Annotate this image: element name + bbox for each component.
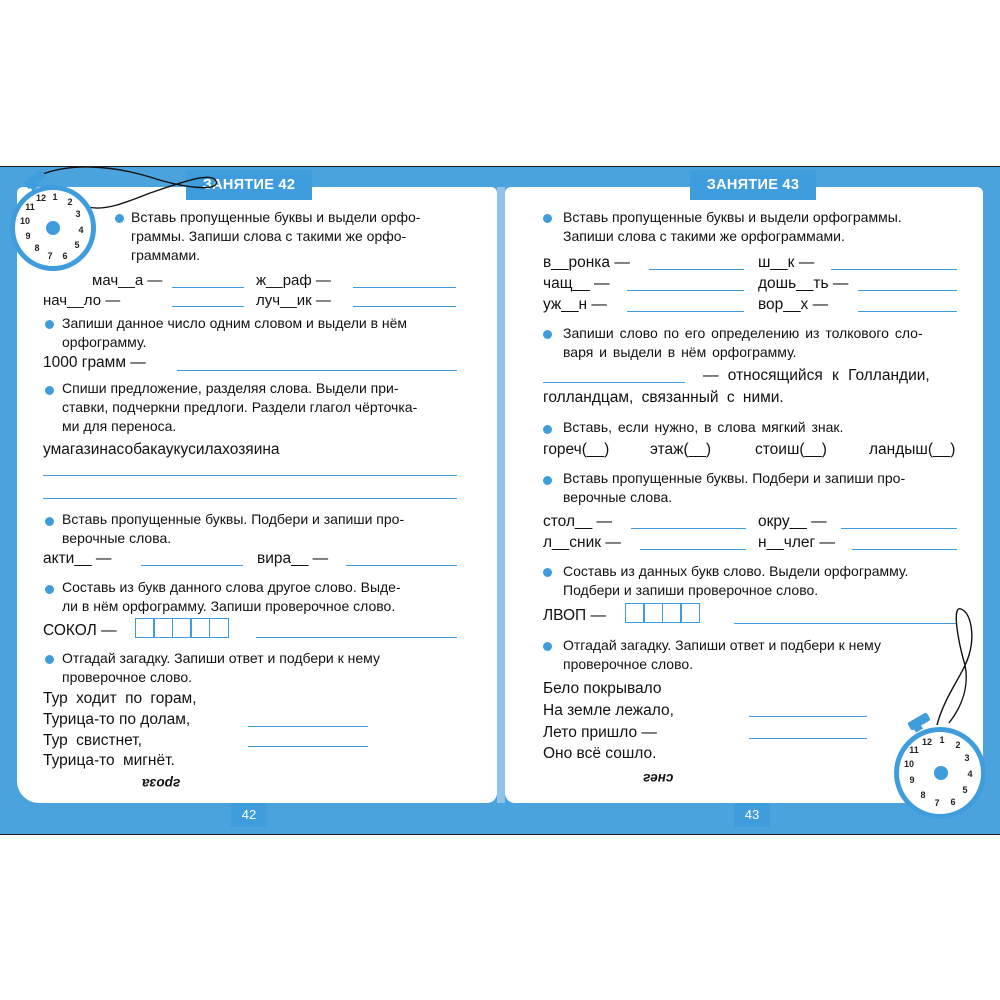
answer-line[interactable] — [248, 726, 368, 727]
riddle-answer-upside-down — [142, 775, 180, 793]
clock-illustration-left — [10, 175, 110, 275]
answer-line[interactable] — [43, 475, 457, 476]
exercise-word: л__сник — — [543, 534, 621, 551]
riddle-line: Оно всё сошло. — [543, 745, 657, 762]
task-instruction: Вставь, если нужно, в слова мягкий знак. — [563, 419, 844, 435]
clock-number: 2 — [955, 740, 961, 750]
exercise-word: в__ронка — — [543, 254, 630, 271]
instruction-line: граммами. — [131, 247, 201, 263]
clock-number: 5 — [962, 785, 968, 795]
clock-number: 8 — [920, 790, 926, 800]
clock-number: 3 — [964, 753, 970, 763]
exercise-word: ш__к — — [758, 254, 815, 271]
clock-number: 11 — [25, 202, 35, 212]
clock-number: 10 — [903, 759, 914, 769]
definition-text: — относящийся к Голландии, — [703, 367, 930, 384]
page-number-right: 43 — [734, 803, 770, 827]
instruction-line: варя и выдели в нём орфограмму. — [563, 344, 797, 360]
lesson-label: ЗАНЯТИЕ — [202, 177, 275, 193]
exercise-word: ЛВОП — — [543, 607, 606, 624]
task-bullet — [543, 476, 552, 485]
riddle-line: Тур свистнет, — [43, 732, 142, 749]
task-bullet — [115, 214, 124, 223]
task-instruction — [62, 649, 380, 687]
instruction-line: верочные слова. — [62, 530, 172, 546]
riddle-line: Лето пришло — — [543, 724, 657, 741]
task-instruction — [563, 636, 881, 674]
instruction-line: Запиши слово по его определению из толкового сло- — [563, 325, 923, 341]
definition-text: голландцам, связанный с ними. — [543, 389, 784, 406]
instruction-line: Вставь пропущенные буквы. Подбери и запиши про- — [62, 511, 405, 527]
instruction-line: проверочное слово. — [62, 669, 193, 685]
clock-number: 4 — [78, 225, 84, 235]
instruction-line: ми для переноса. — [62, 418, 177, 434]
instruction-line: орфограмму. — [62, 334, 147, 350]
instruction-line: проверочное слово. — [563, 656, 694, 672]
clock-number: 7 — [47, 251, 53, 261]
riddle-answer: гроза — [142, 776, 181, 791]
riddle-line: На земле лежало, — [543, 702, 674, 719]
exercise-word: гореч(__) — [543, 441, 610, 458]
clock-number: 8 — [34, 243, 40, 253]
answer-line[interactable] — [43, 498, 457, 499]
answer-line[interactable] — [353, 287, 456, 288]
clock-number: 10 — [19, 216, 30, 226]
clock-number: 7 — [934, 798, 940, 808]
instruction-line: ли в нём орфограмму. Запиши проверочное слово. — [62, 598, 396, 614]
task-instruction — [563, 208, 902, 246]
lesson-number: 43 — [782, 177, 800, 193]
task-bullet — [543, 642, 552, 651]
clock-number: 1 — [939, 735, 945, 745]
clock-number: 2 — [67, 197, 73, 207]
task-bullet — [45, 386, 54, 395]
exercise-word: вор__х — — [758, 296, 829, 313]
instruction-line: Отгадай загадку. Запиши ответ и подбери к нему — [62, 650, 380, 666]
task-bullet — [45, 655, 54, 664]
instruction-line: Составь из букв данного слова другое слово. Выде- — [62, 579, 401, 595]
clock-number: 11 — [909, 745, 919, 755]
clock-number: 1 — [52, 192, 58, 202]
exercise-word: стоиш(__) — [755, 441, 827, 458]
lesson-tab-right — [690, 170, 816, 200]
exercise-word: акти__ — — [43, 550, 112, 567]
task-bullet — [543, 568, 552, 577]
answer-line[interactable] — [649, 269, 744, 270]
clock-number: 9 — [25, 231, 31, 241]
exercise-word: ж__раф — — [256, 272, 331, 289]
task-bullet — [543, 214, 552, 223]
task-instruction — [563, 469, 905, 507]
task-instruction — [62, 578, 401, 616]
answer-line[interactable] — [627, 311, 744, 312]
task-instruction — [563, 562, 908, 600]
instruction-line: граммы. Запиши слова с такими же орфо- — [131, 228, 407, 244]
task-instruction — [131, 208, 420, 265]
answer-line[interactable] — [346, 565, 457, 566]
lesson-label: ЗАНЯТИЕ — [706, 177, 779, 193]
instruction-line: Отгадай загадку. Запиши ответ и подбери к нему — [563, 637, 881, 653]
instruction-line: Вставь пропущенные буквы и выдели орфограммы. — [563, 209, 902, 225]
clock-cord-right — [935, 605, 975, 730]
answer-line[interactable] — [172, 306, 244, 307]
answer-line[interactable] — [543, 382, 685, 383]
answer-line[interactable] — [734, 623, 957, 624]
task-bullet — [543, 425, 552, 434]
exercise-word: чащ__ — — [543, 275, 610, 292]
riddle-line: Турица-то мигнёт. — [43, 752, 175, 769]
instruction-line: Подбери и запиши проверочное слово. — [563, 582, 819, 598]
answer-line[interactable] — [256, 637, 457, 638]
clock-number: 3 — [75, 209, 81, 219]
exercise-word: 1000 грамм — — [43, 354, 146, 371]
answer-line[interactable] — [631, 528, 746, 529]
clock-center — [934, 766, 948, 780]
instruction-line: Запиши данное число одним словом и выдели в нём — [62, 315, 408, 331]
instruction-line: Спиши предложение, разделяя слова. Выдели при- — [62, 380, 399, 396]
answer-line[interactable] — [841, 528, 957, 529]
task-bullet — [45, 517, 54, 526]
task-bullet — [45, 585, 54, 594]
exercise-word: вира__ — — [257, 550, 329, 567]
exercise-word: н__члег — — [758, 534, 836, 551]
instruction-line: верочные слова. — [563, 489, 673, 505]
clock-center — [46, 221, 60, 235]
answer-line[interactable] — [858, 311, 957, 312]
page-number-left: 42 — [231, 803, 267, 827]
answer-line[interactable] — [353, 306, 456, 307]
task-instruction — [563, 324, 923, 362]
clock-number: 9 — [909, 775, 915, 785]
exercise-word: нач__ло — — [43, 292, 121, 309]
answer-line[interactable] — [248, 746, 368, 747]
letter-boxes[interactable] — [626, 603, 700, 623]
letter-boxes[interactable] — [136, 618, 229, 638]
clock-number: 4 — [967, 769, 973, 779]
clock-number: 6 — [950, 797, 956, 807]
exercise-word: уж__н — — [543, 296, 607, 313]
clock-number: 12 — [921, 737, 932, 747]
clock-illustration-right — [892, 713, 992, 823]
answer-line[interactable] — [852, 549, 957, 550]
riddle-line: Турица-то по долам, — [43, 711, 191, 728]
answer-line[interactable] — [172, 287, 244, 288]
instruction-line: ставки, подчеркни предлоги. Раздели глагол чёрточка- — [62, 399, 418, 415]
exercise-word: СОКОЛ — — [43, 622, 117, 639]
task-bullet — [45, 320, 54, 329]
exercise-word: стол__ — — [543, 513, 613, 530]
instruction-line: Составь из данных букв слово. Выдели орфограмму. — [563, 563, 909, 579]
riddle-line: Тур ходит по горам, — [43, 690, 197, 707]
task-bullet — [543, 330, 552, 339]
clock-number: 6 — [62, 251, 68, 261]
answer-line[interactable] — [831, 269, 957, 270]
page-divider — [497, 187, 505, 803]
instruction-line: Запиши слова с такими же орфограммами. — [563, 228, 845, 244]
exercise-word: луч__ик — — [256, 292, 331, 309]
answer-line[interactable] — [177, 370, 457, 371]
exercise-word: этаж(__) — [650, 441, 712, 458]
task-instruction — [62, 379, 417, 436]
task-instruction — [62, 314, 407, 352]
exercise-word: дошь__ть — — [758, 275, 849, 292]
riddle-answer: снег — [643, 771, 674, 786]
answer-line[interactable] — [141, 565, 243, 566]
riddle-line: Бело покрывало — [543, 680, 662, 697]
lesson-number: 42 — [278, 177, 296, 193]
instruction-line: Вставь пропущенные буквы и выдели орфо- — [131, 209, 421, 225]
answer-line[interactable] — [640, 549, 746, 550]
answer-line[interactable] — [858, 290, 957, 291]
instruction-line: Вставь пропущенные буквы. Подбери и запиши про- — [563, 470, 906, 486]
answer-line[interactable] — [749, 738, 867, 739]
task-instruction — [62, 510, 404, 548]
answer-line[interactable] — [627, 290, 744, 291]
riddle-answer-upside-down — [643, 770, 673, 788]
exercise-word: ландыш(__) — [869, 441, 956, 458]
clock-number: 5 — [74, 240, 80, 250]
exercise-word: мач__а — — [92, 272, 163, 289]
exercise-sentence: умагазинасобакаукусилахозяина — [43, 441, 280, 458]
answer-line[interactable] — [749, 716, 867, 717]
exercise-word: окру__ — — [758, 513, 827, 530]
clock-number: 12 — [35, 193, 46, 203]
